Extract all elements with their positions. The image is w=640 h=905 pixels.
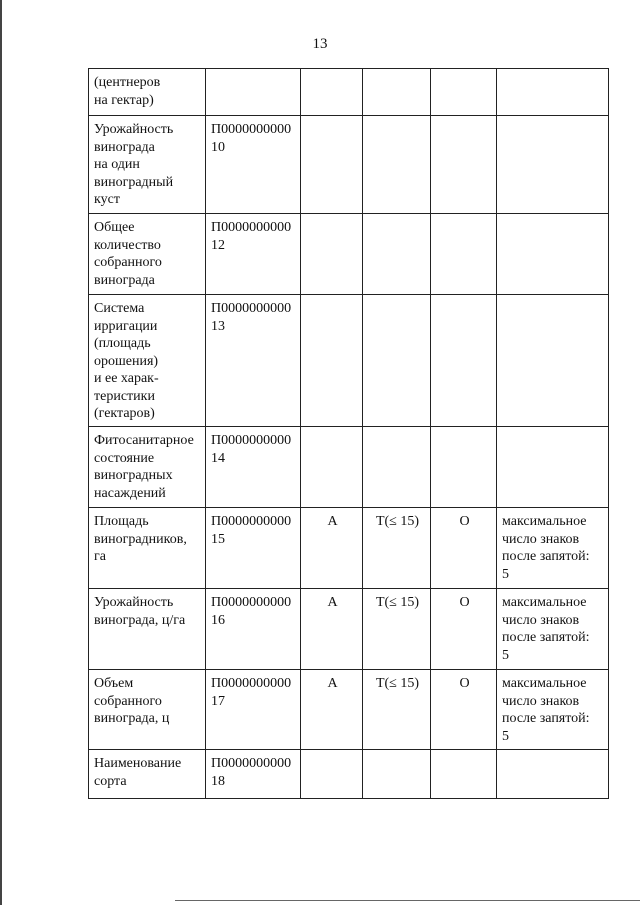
table-row [89,116,609,214]
indicator-code-cell: П0000000000 17 [206,670,301,750]
format-cell: А [301,589,363,670]
format-cell: А [301,670,363,750]
indicator-name-cell: Фитосанитарное состояние виноградных насаждений [89,427,206,508]
indicator-code-cell: П0000000000 18 [206,750,301,799]
indicator-code-cell: П0000000000 13 [206,295,301,427]
table-row [89,508,609,589]
indicator-code-cell: П0000000000 15 [206,508,301,589]
requirement-cell [431,427,497,508]
length-cell [363,69,431,116]
note-cell: максимальное число знаков после запятой: 5 [497,670,609,750]
length-cell: Т(≤ 15) [363,670,431,750]
indicator-table [88,68,609,799]
length-cell [363,295,431,427]
indicator-code-cell: П0000000000 14 [206,427,301,508]
scan-edge-left [0,0,2,905]
note-cell [497,116,609,214]
requirement-cell [431,295,497,427]
format-cell [301,116,363,214]
requirement-cell: О [431,670,497,750]
indicator-code-cell [206,69,301,116]
format-cell: А [301,508,363,589]
note-cell: максимальное число знаков после запятой: 5 [497,589,609,670]
indicator-name-cell: Наименование сорта [89,750,206,799]
note-cell [497,214,609,295]
length-cell [363,214,431,295]
table-row [89,670,609,750]
requirement-cell [431,116,497,214]
indicator-name-cell: Объем собранного винограда, ц [89,670,206,750]
format-cell [301,750,363,799]
length-cell [363,116,431,214]
indicator-code-cell: П0000000000 16 [206,589,301,670]
indicator-name-cell: (центнеров на гектар) [89,69,206,116]
indicator-name-cell: Урожайность винограда, ц/га [89,589,206,670]
table-row [89,69,609,116]
note-cell [497,427,609,508]
format-cell [301,295,363,427]
requirement-cell [431,69,497,116]
format-cell [301,69,363,116]
length-cell: Т(≤ 15) [363,508,431,589]
table-row [89,750,609,799]
requirement-cell: О [431,589,497,670]
note-cell [497,295,609,427]
requirement-cell [431,750,497,799]
table-row [89,214,609,295]
indicator-name-cell: Площадь виноградников, га [89,508,206,589]
note-cell: максимальное число знаков после запятой: 5 [497,508,609,589]
indicator-name-cell: Общее количество собранного винограда [89,214,206,295]
note-cell [497,750,609,799]
table-row [89,427,609,508]
length-cell [363,427,431,508]
indicator-name-cell: Урожайность винограда на один виноградный куст [89,116,206,214]
table-row [89,295,609,427]
format-cell [301,427,363,508]
indicator-code-cell: П0000000000 10 [206,116,301,214]
indicator-name-cell: Система ирригации (площадь орошения) и ее харак- теристики (гектаров) [89,295,206,427]
length-cell: Т(≤ 15) [363,589,431,670]
table-row [89,589,609,670]
requirement-cell [431,214,497,295]
requirement-cell: О [431,508,497,589]
scan-edge-bottom [175,900,640,901]
indicator-code-cell: П0000000000 12 [206,214,301,295]
note-cell [497,69,609,116]
format-cell [301,214,363,295]
page-number: 13 [312,36,328,52]
length-cell [363,750,431,799]
